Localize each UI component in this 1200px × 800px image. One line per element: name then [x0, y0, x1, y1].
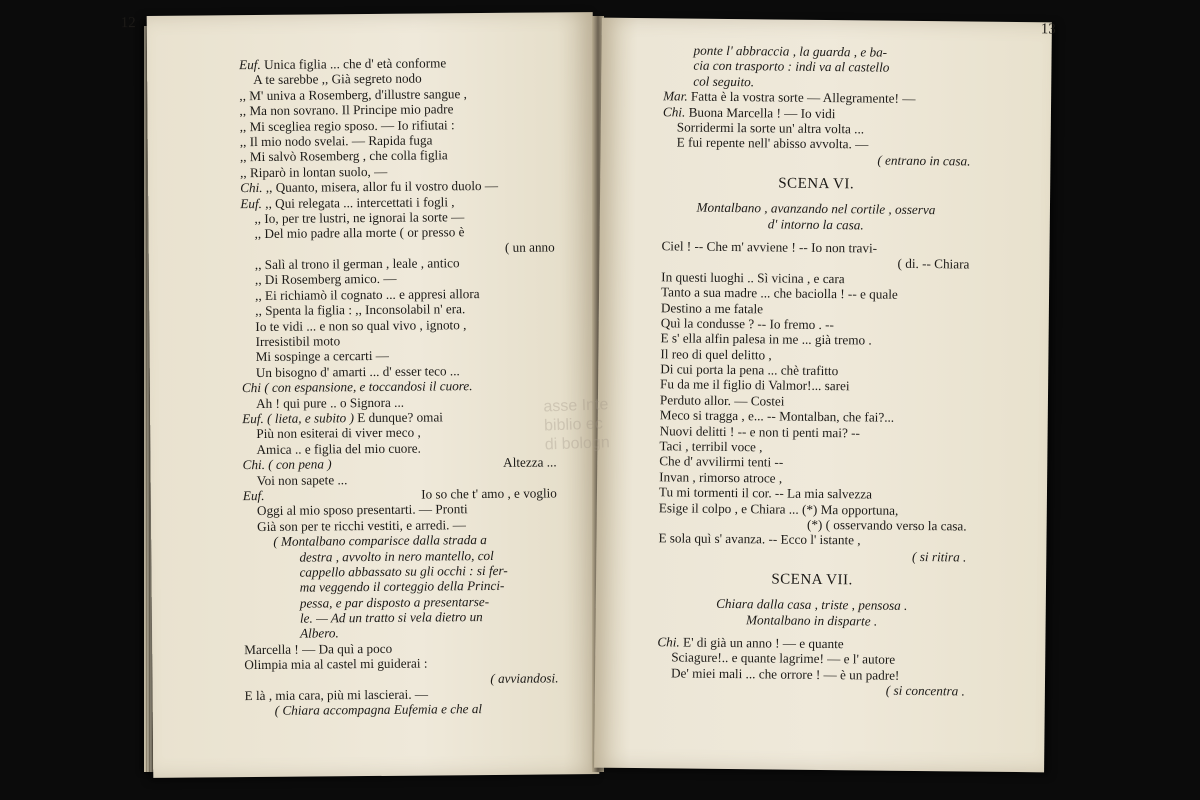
verse-text: E s' ella alfin palesa in me ... già tremo .	[660, 330, 872, 348]
verse-text: Esige il colpo , e Chiara ... (*) Ma opportuna,	[658, 499, 899, 518]
verse-text: Io te vidi ... e non so qual vivo , ignoto ,	[255, 316, 467, 334]
verse-text: Fu da me il figlio di Valmor!... sarei	[660, 376, 850, 394]
stage-direction: destra , avvolto in nero mantello, col	[299, 547, 494, 565]
verse-text: ,, Spenta la figlia : ,, Inconsolabil n' era.	[255, 301, 466, 319]
verse-text: Unica figlia ... che d' età conforme	[263, 55, 447, 72]
stage-direction: pessa, e par disposto a presentarse-	[299, 593, 490, 611]
verse-text: Destino a me fatale	[660, 299, 764, 316]
scene-6-direction-2: d' intorno la casa.	[767, 215, 864, 232]
verse-text: Marcella ! — Da quì a poco	[244, 640, 393, 657]
verse-text: ,, Mi salvò Rosemberg , che colla figlia	[239, 147, 448, 165]
stage-direction: ma veggendo il corteggio della Princi-	[299, 578, 505, 595]
verse-text: ,, Ma non sovrano. Il Principe mio padre	[239, 101, 454, 119]
verse-text: ,, Quanto, misera, allor fu il vostro duolo —	[265, 178, 499, 196]
verse-text: Tu mi tormenti il cor. -- La mia salvezza	[658, 484, 873, 502]
watermark-line-2: biblio ec	[543, 415, 604, 435]
text-line	[662, 150, 970, 169]
stage-direction: cappello abbassato su gli occhi : si fer-	[299, 562, 508, 580]
scene-6-title: SCENA VI.	[778, 175, 855, 193]
scene-7-title: SCENA VII.	[771, 571, 853, 589]
verse-text: ( un anno	[504, 239, 555, 255]
verse-text: ,, Mi sceglieа regio sposo. — Io rifiutai :	[239, 116, 455, 134]
verse-text: ,, Di Rosemberg amico. —	[254, 271, 397, 288]
verse-text: Quì la condusse ? -- Io fremo . --	[660, 315, 835, 333]
verse-text: ,, Ei richiamò il cognato ... e appresi allora	[255, 285, 480, 303]
verse-text: Tanto a sua madre ... che baciolla ! -- e quale	[660, 284, 898, 302]
speaker-label: Euf.	[239, 56, 261, 73]
verse-text: ,, Io, per tre lustri, ne ignorai la sorte —	[254, 209, 465, 226]
text-line	[658, 546, 966, 565]
scene-7-direction-2: Montalbano in disparte .	[745, 611, 878, 629]
verse-text: ( di. -- Chiara	[897, 256, 970, 272]
verse-text: Oggi al mio sposo presentarti. — Pronti	[256, 501, 468, 519]
verse-text: De' miei mali ... che orrore ! — è un padre!	[671, 665, 900, 683]
stage-direction: ( lieta, e subito )	[267, 410, 354, 426]
page-number-right: 13	[1040, 21, 1056, 38]
verse-text: E là , mia cara, più mi lascierai. —	[244, 686, 429, 704]
verse-text: Che d' avvilirmi tenti --	[659, 453, 784, 470]
speaker-label: Euf.	[240, 195, 263, 211]
verse-text: Sorridermi la sorte un' altra volta ...	[676, 119, 865, 137]
speaker-label: Euf.	[242, 487, 265, 504]
stage-direction: ( con espansione, e toccandosi il cuore.	[264, 378, 473, 396]
watermark-line-3: di bologn	[544, 434, 610, 454]
verse-text: E fui repente nell' abisso avvolta. —	[676, 134, 869, 152]
verse-text: Il reo di quel delitto ,	[660, 345, 772, 363]
verse-text: Buona Marcella ! — Io vidi	[688, 104, 836, 121]
verse-text: Già son per te ricchi vestiti, e arredi. —	[257, 516, 466, 534]
stage-direction: ( si concentra .	[885, 682, 965, 699]
verse-text-right: Altezza ...	[503, 454, 557, 471]
verse-text: ,, Del mio padre alla morte ( or presso è	[254, 224, 465, 242]
verse-text: Mi sospinge a cercarti —	[255, 348, 390, 365]
verse-text: Irresistibil moto	[255, 333, 341, 350]
verse-text: ,, Riparò in lontan suolo, —	[239, 163, 388, 180]
verse-text: ,, Salì al trono il german , leale , antico	[254, 255, 460, 273]
verse-text: ,, Il mio nodo svelai. — Rapida fuga	[239, 132, 433, 150]
right-page-text-top	[662, 42, 971, 168]
scene-7-direction-1: Chiara dalla casa , triste , pensosa .	[716, 596, 908, 614]
stage-direction: ( con pena )	[268, 456, 332, 473]
scene-7-text	[657, 634, 966, 699]
left-page-text	[239, 54, 559, 719]
stage-direction: ( Montalbano comparisce dalla strada a	[273, 532, 487, 549]
verse-text: ,, M' univa a Rosemberg, d'illustre sangue ,	[239, 85, 468, 103]
verse-text: Amica .. e figlia del mio cuore.	[256, 440, 421, 457]
stage-direction: Albero.	[300, 625, 339, 642]
verse-text: In questi luoghi .. Sì vicina , e cara	[661, 269, 845, 286]
speaker-label: Chi	[241, 380, 262, 396]
speaker-label: Mar.	[663, 88, 688, 104]
watermark-line-1: asse Inte	[543, 396, 609, 416]
verse-text: Meco si tragga , e... -- Montalban, che fai?...	[659, 407, 895, 425]
verse-text: E dunque? omai	[357, 409, 443, 426]
text-line	[657, 680, 965, 699]
verse-text: Più non esiterai di viver meco ,	[256, 424, 421, 442]
verse-text-right: Io so che t' amo , e voglio	[421, 485, 557, 502]
verse-text: Fatta è la vostra sorte — Allegramente! —	[690, 88, 916, 107]
verse-text: E' di già un anno ! — e quante	[682, 634, 844, 652]
speaker-label: Chi.	[662, 103, 686, 120]
stage-direction: ponte l' abbraccia , la guarda , e ba-	[693, 42, 888, 60]
verse-text: Voi non sapete ...	[256, 471, 348, 488]
stage-direction: ( avviandosi.	[490, 670, 559, 686]
stage-direction: ( si ritira .	[912, 548, 967, 565]
scene-6-text	[658, 238, 969, 564]
verse-text: E sola quì s' avanza. -- Ecco l' istante ,	[658, 530, 861, 548]
stage-direction: col seguito.	[693, 73, 755, 90]
verse-text: Olimpia mia al castel mi guiderai :	[244, 655, 428, 673]
page-number-left: 12	[120, 15, 136, 32]
left-page	[120, 12, 600, 778]
library-watermark	[543, 393, 687, 508]
verse-text: Sciagure!.. e quante lagrime! — e l' autore	[671, 649, 896, 668]
verse-text: Di cui porta la pena ... chè trafitto	[660, 361, 839, 379]
stage-direction: ( Chiara accompagna Eufemia e che al	[274, 701, 483, 719]
verse-text: Nuovi delitti ! -- e non ti penti mai? --	[659, 422, 861, 441]
verse-text: Ah ! qui pure .. o Signora ...	[256, 394, 405, 411]
stage-direction: cia con trasporto : indi va al castello	[693, 58, 890, 76]
verse-text: A te sarebbe ,, Già segreto nodo	[253, 70, 422, 88]
verse-text: ,, Qui relegata ... intercettati i fogli ,	[265, 193, 455, 211]
verse-text: Invan , rimorso atroce ,	[659, 469, 783, 486]
speaker-label: Chi.	[242, 457, 266, 473]
stage-direction: le. — Ad un tratto si vela dietro un	[299, 609, 483, 626]
speaker-label: Chi.	[240, 180, 263, 196]
stage-direction: ( entrano in casa.	[877, 152, 971, 169]
verse-text: Un bisogno d' amarti ... d' esser teco ...	[255, 363, 460, 380]
speaker-label: Chi.	[657, 634, 680, 650]
verse-text: (*) ( osservando verso la casa.	[806, 516, 967, 534]
speaker-label: Euf.	[242, 410, 264, 427]
verse-text: Ciel ! -- Che m' avviene ! -- Io non travi-	[661, 238, 878, 256]
verse-text: Perduto allor. — Costei	[659, 392, 785, 409]
scene-6-direction-1: Montalbano , avanzando nel cortile , osserva	[696, 199, 936, 218]
verse-text: Taci , terribil voce ,	[659, 438, 763, 455]
text-line	[245, 701, 559, 719]
